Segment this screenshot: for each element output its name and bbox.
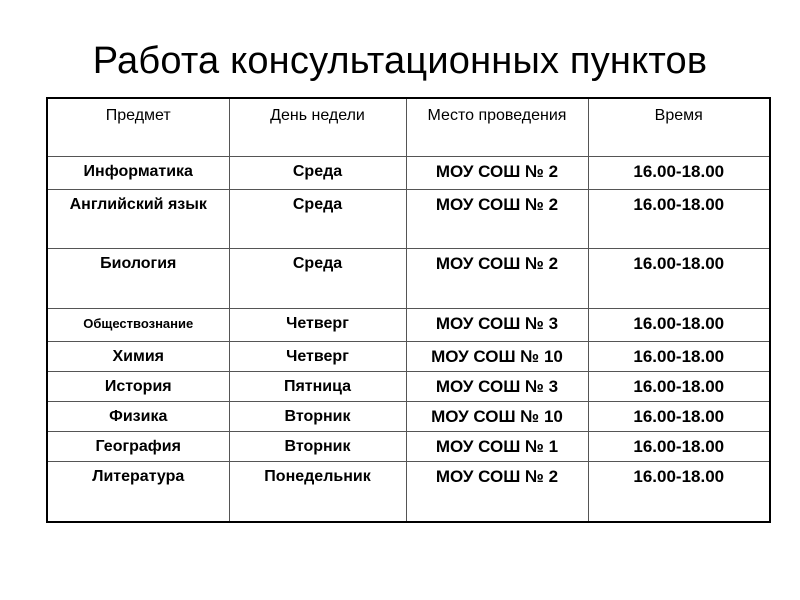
subject-cell: География <box>47 432 229 462</box>
place-cell: МОУ СОШ № 10 <box>406 402 588 432</box>
subject-cell: Обществознание <box>47 309 229 342</box>
day-cell: Понедельник <box>229 462 406 523</box>
place-cell: МОУ СОШ № 3 <box>406 309 588 342</box>
time-cell: 16.00-18.00 <box>588 372 770 402</box>
time-cell: 16.00-18.00 <box>588 342 770 372</box>
place-cell: МОУ СОШ № 2 <box>406 190 588 249</box>
subject-cell: Физика <box>47 402 229 432</box>
subject-cell: Литература <box>47 462 229 523</box>
page-title: Работа консультационных пунктов <box>92 40 708 82</box>
column-header-place: Место проведения <box>406 98 588 157</box>
place-cell: МОУ СОШ № 2 <box>406 249 588 309</box>
table-row <box>47 190 770 249</box>
day-cell: Среда <box>229 157 406 190</box>
place-cell: МОУ СОШ № 2 <box>406 157 588 190</box>
table-row <box>47 372 770 402</box>
column-header-subject: Предмет <box>47 98 229 157</box>
column-header-day: День недели <box>229 98 406 157</box>
day-cell: Вторник <box>229 402 406 432</box>
table-row <box>47 342 770 372</box>
day-cell: Пятница <box>229 372 406 402</box>
table-row <box>47 402 770 432</box>
day-cell: Среда <box>229 190 406 249</box>
time-cell: 16.00-18.00 <box>588 157 770 190</box>
place-cell: МОУ СОШ № 2 <box>406 462 588 523</box>
column-header-time: Время <box>588 98 770 157</box>
day-cell: Вторник <box>229 432 406 462</box>
schedule-table <box>46 97 771 523</box>
day-cell: Четверг <box>229 309 406 342</box>
subject-cell: Химия <box>47 342 229 372</box>
table-row <box>47 462 770 523</box>
place-cell: МОУ СОШ № 10 <box>406 342 588 372</box>
subject-cell: Биология <box>47 249 229 309</box>
time-cell: 16.00-18.00 <box>588 402 770 432</box>
place-cell: МОУ СОШ № 3 <box>406 372 588 402</box>
day-cell: Четверг <box>229 342 406 372</box>
table-row <box>47 309 770 342</box>
time-cell: 16.00-18.00 <box>588 462 770 523</box>
subject-cell: Английский язык <box>47 190 229 249</box>
day-cell: Среда <box>229 249 406 309</box>
time-cell: 16.00-18.00 <box>588 432 770 462</box>
time-cell: 16.00-18.00 <box>588 249 770 309</box>
table-row <box>47 432 770 462</box>
place-cell: МОУ СОШ № 1 <box>406 432 588 462</box>
table-row <box>47 249 770 309</box>
subject-cell: История <box>47 372 229 402</box>
time-cell: 16.00-18.00 <box>588 190 770 249</box>
time-cell: 16.00-18.00 <box>588 309 770 342</box>
table-header-row <box>47 98 770 157</box>
table-row <box>47 157 770 190</box>
subject-cell: Информатика <box>47 157 229 190</box>
